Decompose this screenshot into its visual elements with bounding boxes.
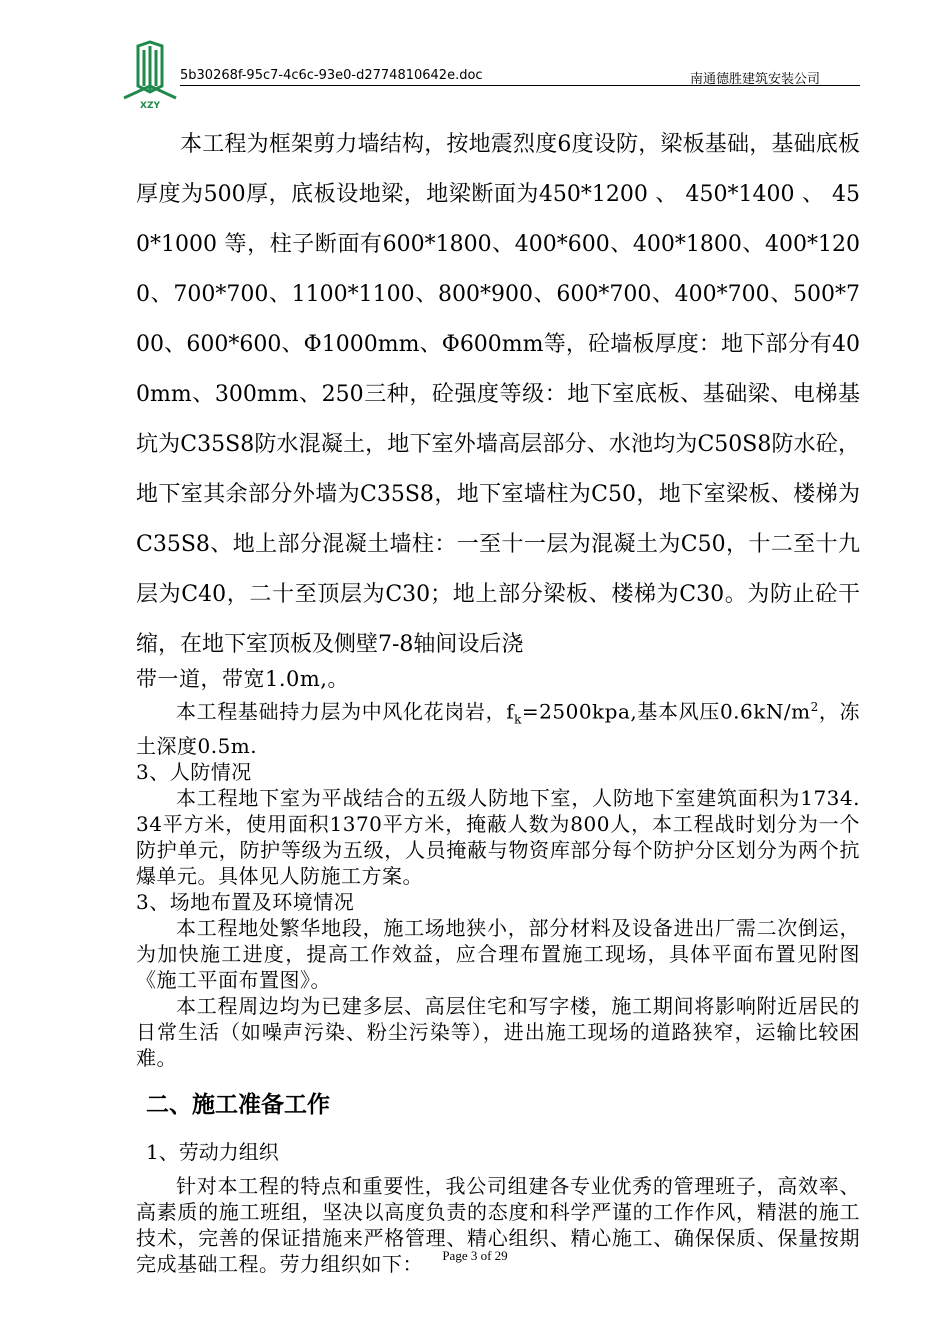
paragraph-civil-defense: 本工程地下室为平战结合的五级人防地下室，人防地下室建筑面积为1734.34平方米，使用面积1370平方米，掩蔽人数为800人，本工程战时划分为一个防护单元，防护等级为五级，人员掩蔽与物资库部分每个防护分区划分为两个抗爆单元。具体见人防施工方案。 <box>136 785 860 888</box>
document-body <box>136 120 860 1277</box>
header-company: 南通德胜建筑安装公司 <box>689 72 820 87</box>
paragraph-foundation <box>136 694 860 759</box>
header-filename: 5b30268f-95c7-4c6c-93e0-d2774810642e.doc <box>180 68 483 83</box>
foundation-text-a: 本工程基础持力层为中风化花岗岩，f <box>176 699 515 724</box>
foundation-superscript: 2 <box>810 700 819 714</box>
company-logo <box>120 40 180 110</box>
page-header <box>120 40 860 110</box>
page-number: Page 3 of 29 <box>442 1248 508 1263</box>
paragraph-site-2: 本工程周边均为已建多层、高层住宅和写字楼，施工期间将影响附近居民的日常生活（如噪声污染、粉尘污染等），进出施工现场的道路狭窄，运输比较困难。 <box>136 993 860 1070</box>
paragraph-structure-end: 带一道，带宽1.0m,。 <box>136 667 349 691</box>
foundation-text-b: =2500kpa,基本风压0.6kN/m <box>521 699 811 724</box>
paragraph-site-1: 本工程地处繁华地段，施工场地狭小，部分材料及设备进出厂需二次倒运，为加快施工进度，提高工作效益，应合理布置施工现场，具体平面布置见附图《施工平面布置图》。 <box>136 915 860 992</box>
section-title: 二、施工准备工作 <box>146 1091 330 1118</box>
foundation-text-c: ，冻土深度0.5m. <box>136 699 860 758</box>
header-divider <box>180 85 860 86</box>
paragraph-labor: 针对本工程的特点和重要性，我公司组建各专业优秀的管理班子，高效率、高素质的施工班组，坚决以高度负责的态度和科学严谨的工作作风，精湛的施工技术，完善的保证措施来严格管理、精心组织、精心施工、确保保质、保量按期完成基础工程。劳力组织如下： <box>136 1173 860 1276</box>
paragraph-structure: 本工程为框架剪力墙结构，按地震烈度6度设防，梁板基础，基础底板厚度为500厚，底板设地梁，地梁断面为450*1200 、 450*1400 、 450*1000 等，柱子断面有600*1800、400*600、400*1800、400*1200、700*700、1100*1100、800*900、600*700、400*700、500*700、600*600、Φ1000mm、Φ600mm等，砼墙板厚度：地下部分有400mm、300mm、250三种，砼强度等级：地下室底板、基础梁、电梯基坑为C35S8防水混凝土，地下室外墙高层部分、水池均为C50S8防水砼，地下室其余部分外墙为C35S8，地下室墙柱为C50，地下室梁板、楼梯为C35S8、地上部分混凝土墙柱：一至十一层为混凝土为C50，十二至十九层为C40，二十至顶层为C30；地上部分梁板、楼梯为C30。为防止砼干缩，在地下室顶板及侧壁7-8轴间设后浇 <box>136 132 860 657</box>
logo-text: XZY <box>140 101 160 110</box>
heading-civil-defense: 3、人防情况 <box>136 759 252 784</box>
heading-labor: 1、劳动力组织 <box>146 1139 279 1164</box>
heading-site: 3、场地布置及环境情况 <box>136 889 355 914</box>
foundation-subscript: k <box>514 712 522 727</box>
